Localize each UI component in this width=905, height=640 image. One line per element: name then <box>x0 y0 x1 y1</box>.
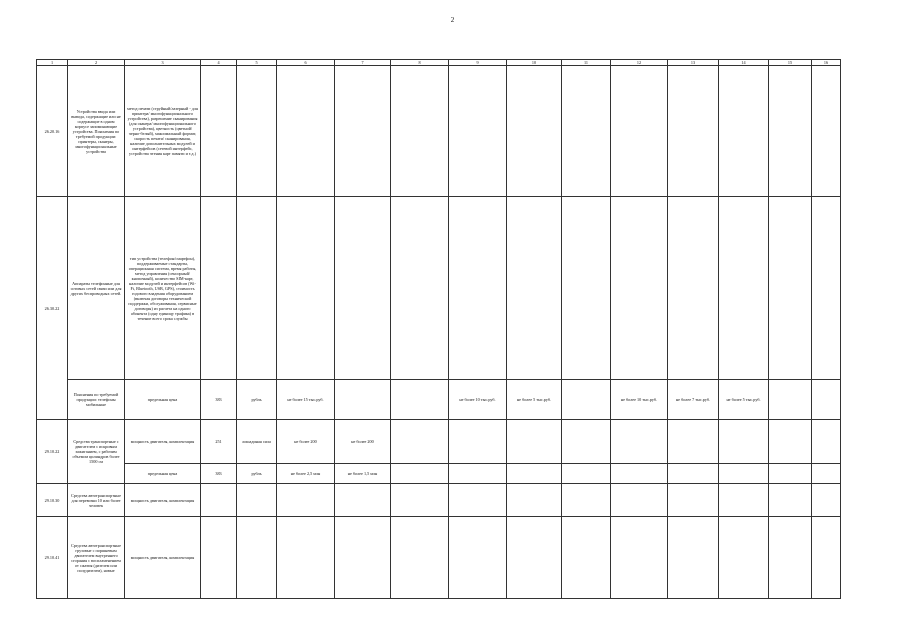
characteristic: мощность двигателя, комплектация <box>125 420 201 464</box>
okei-code: 383 <box>201 464 237 484</box>
column-number: 7 <box>335 60 391 66</box>
characteristic: мощность двигателя, комплектация <box>125 517 201 599</box>
table-row <box>37 380 841 420</box>
unit-name: рубль <box>237 380 277 420</box>
characteristic: тип устройства (телефон/смартфон), поддерживаемые стандарты, операционная система, время работы, метод управления (сенсорный/ кнопочный), количество SIM-карт, наличие модулей и интерфейсов (Wi-Fi, Bluetooth, USB, GPS), стоимость годового владения оборудованием (включая договоры технической поддержки, обслуживания, сервисные договоры) из расчета на одного абонента (одну единицу трафика) в течение всего срока службы <box>125 197 201 380</box>
column-number: 1 <box>37 60 68 66</box>
value-cell: не более 10 тыс.руб. <box>449 380 507 420</box>
unit-name: лошадиная сила <box>237 420 277 464</box>
okei-code: 251 <box>201 420 237 464</box>
column-number: 14 <box>719 60 769 66</box>
okpd-code: 29.10.30 <box>37 484 68 517</box>
value-cell: не более 7 тыс.руб. <box>668 380 719 420</box>
okpd-code: 26.30.22 <box>37 197 68 420</box>
column-number: 11 <box>562 60 611 66</box>
column-number: 10 <box>507 60 562 66</box>
okpd-code: 29.10.22 <box>37 420 68 484</box>
product-name: Средства транспортные с двигателем с искровым зажиганием, с рабочим объемом цилиндров более 1500 см <box>68 420 125 484</box>
page-number: 2 <box>450 16 455 24</box>
characteristic: предельная цена <box>125 464 201 484</box>
value-cell: не более 5 тыс.руб. <box>719 380 769 420</box>
table-row <box>37 517 841 599</box>
characteristic: предельная цена <box>125 380 201 420</box>
column-number: 13 <box>668 60 719 66</box>
okpd-code: 29.10.41 <box>37 517 68 599</box>
column-number: 8 <box>391 60 449 66</box>
table-row <box>37 420 841 464</box>
column-number: 3 <box>125 60 201 66</box>
column-number: 2 <box>68 60 125 66</box>
okei-code: 383 <box>201 380 237 420</box>
product-name: Аппараты телефонные для сотовых сетей связи или для других беспроводных сетей. <box>68 197 125 380</box>
product-name: Средства автотранспортные для перевозки 10 или более человек <box>68 484 125 517</box>
table-row <box>37 484 841 517</box>
column-number: 5 <box>237 60 277 66</box>
product-name: Средства автотранспортные грузовые с поршневым двигателем внутреннего сгорания с воспламенением от сжатия (дизелем или полудизелем), новые <box>68 517 125 599</box>
column-number: 12 <box>611 60 668 66</box>
value-cell: не более 10 тыс.руб. <box>611 380 668 420</box>
requirements-table <box>36 59 841 599</box>
value-cell: не более 2,5 млн <box>277 464 335 484</box>
value-cell: не более 1,5 млн <box>335 464 391 484</box>
table-row <box>37 464 841 484</box>
okpd-code: 26.20.16 <box>37 66 68 197</box>
column-number: 9 <box>449 60 507 66</box>
value-cell: не более 200 <box>277 420 335 464</box>
column-number: 4 <box>201 60 237 66</box>
column-number: 16 <box>812 60 841 66</box>
value-cell: не более 15 тыс.руб. <box>277 380 335 420</box>
table-row <box>37 66 841 197</box>
column-number: 6 <box>277 60 335 66</box>
product-name: Устройства ввода или вывода, содержащие или не содержащие в одном корпусе запоминающие устройства. Пояснения по требуемой продукции: принтеры, сканеры, многофункциональные устройства <box>68 66 125 197</box>
characteristic: мощность двигателя, комплектация <box>125 484 201 517</box>
value-cell: не более 5 тыс.руб. <box>507 380 562 420</box>
table-row <box>37 197 841 380</box>
product-name: Пояснения по требуемой продукции: телефоны мобильные <box>68 380 125 420</box>
characteristic: метод печати (струйный/лазерный - для принтера/ многофункционального устройства), разрешение сканирования (для сканера/ многофункционального устройства), цветность (цветной/ черно-белый), максимальный формат, скорость печати/ сканирования, наличие дополнительных модулей и интерфейсов (сетевой интерфейс, устройства чтения карт памяти и т.д.) <box>125 66 201 197</box>
column-number: 15 <box>769 60 812 66</box>
unit-name: рубль <box>237 464 277 484</box>
value-cell: не более 200 <box>335 420 391 464</box>
